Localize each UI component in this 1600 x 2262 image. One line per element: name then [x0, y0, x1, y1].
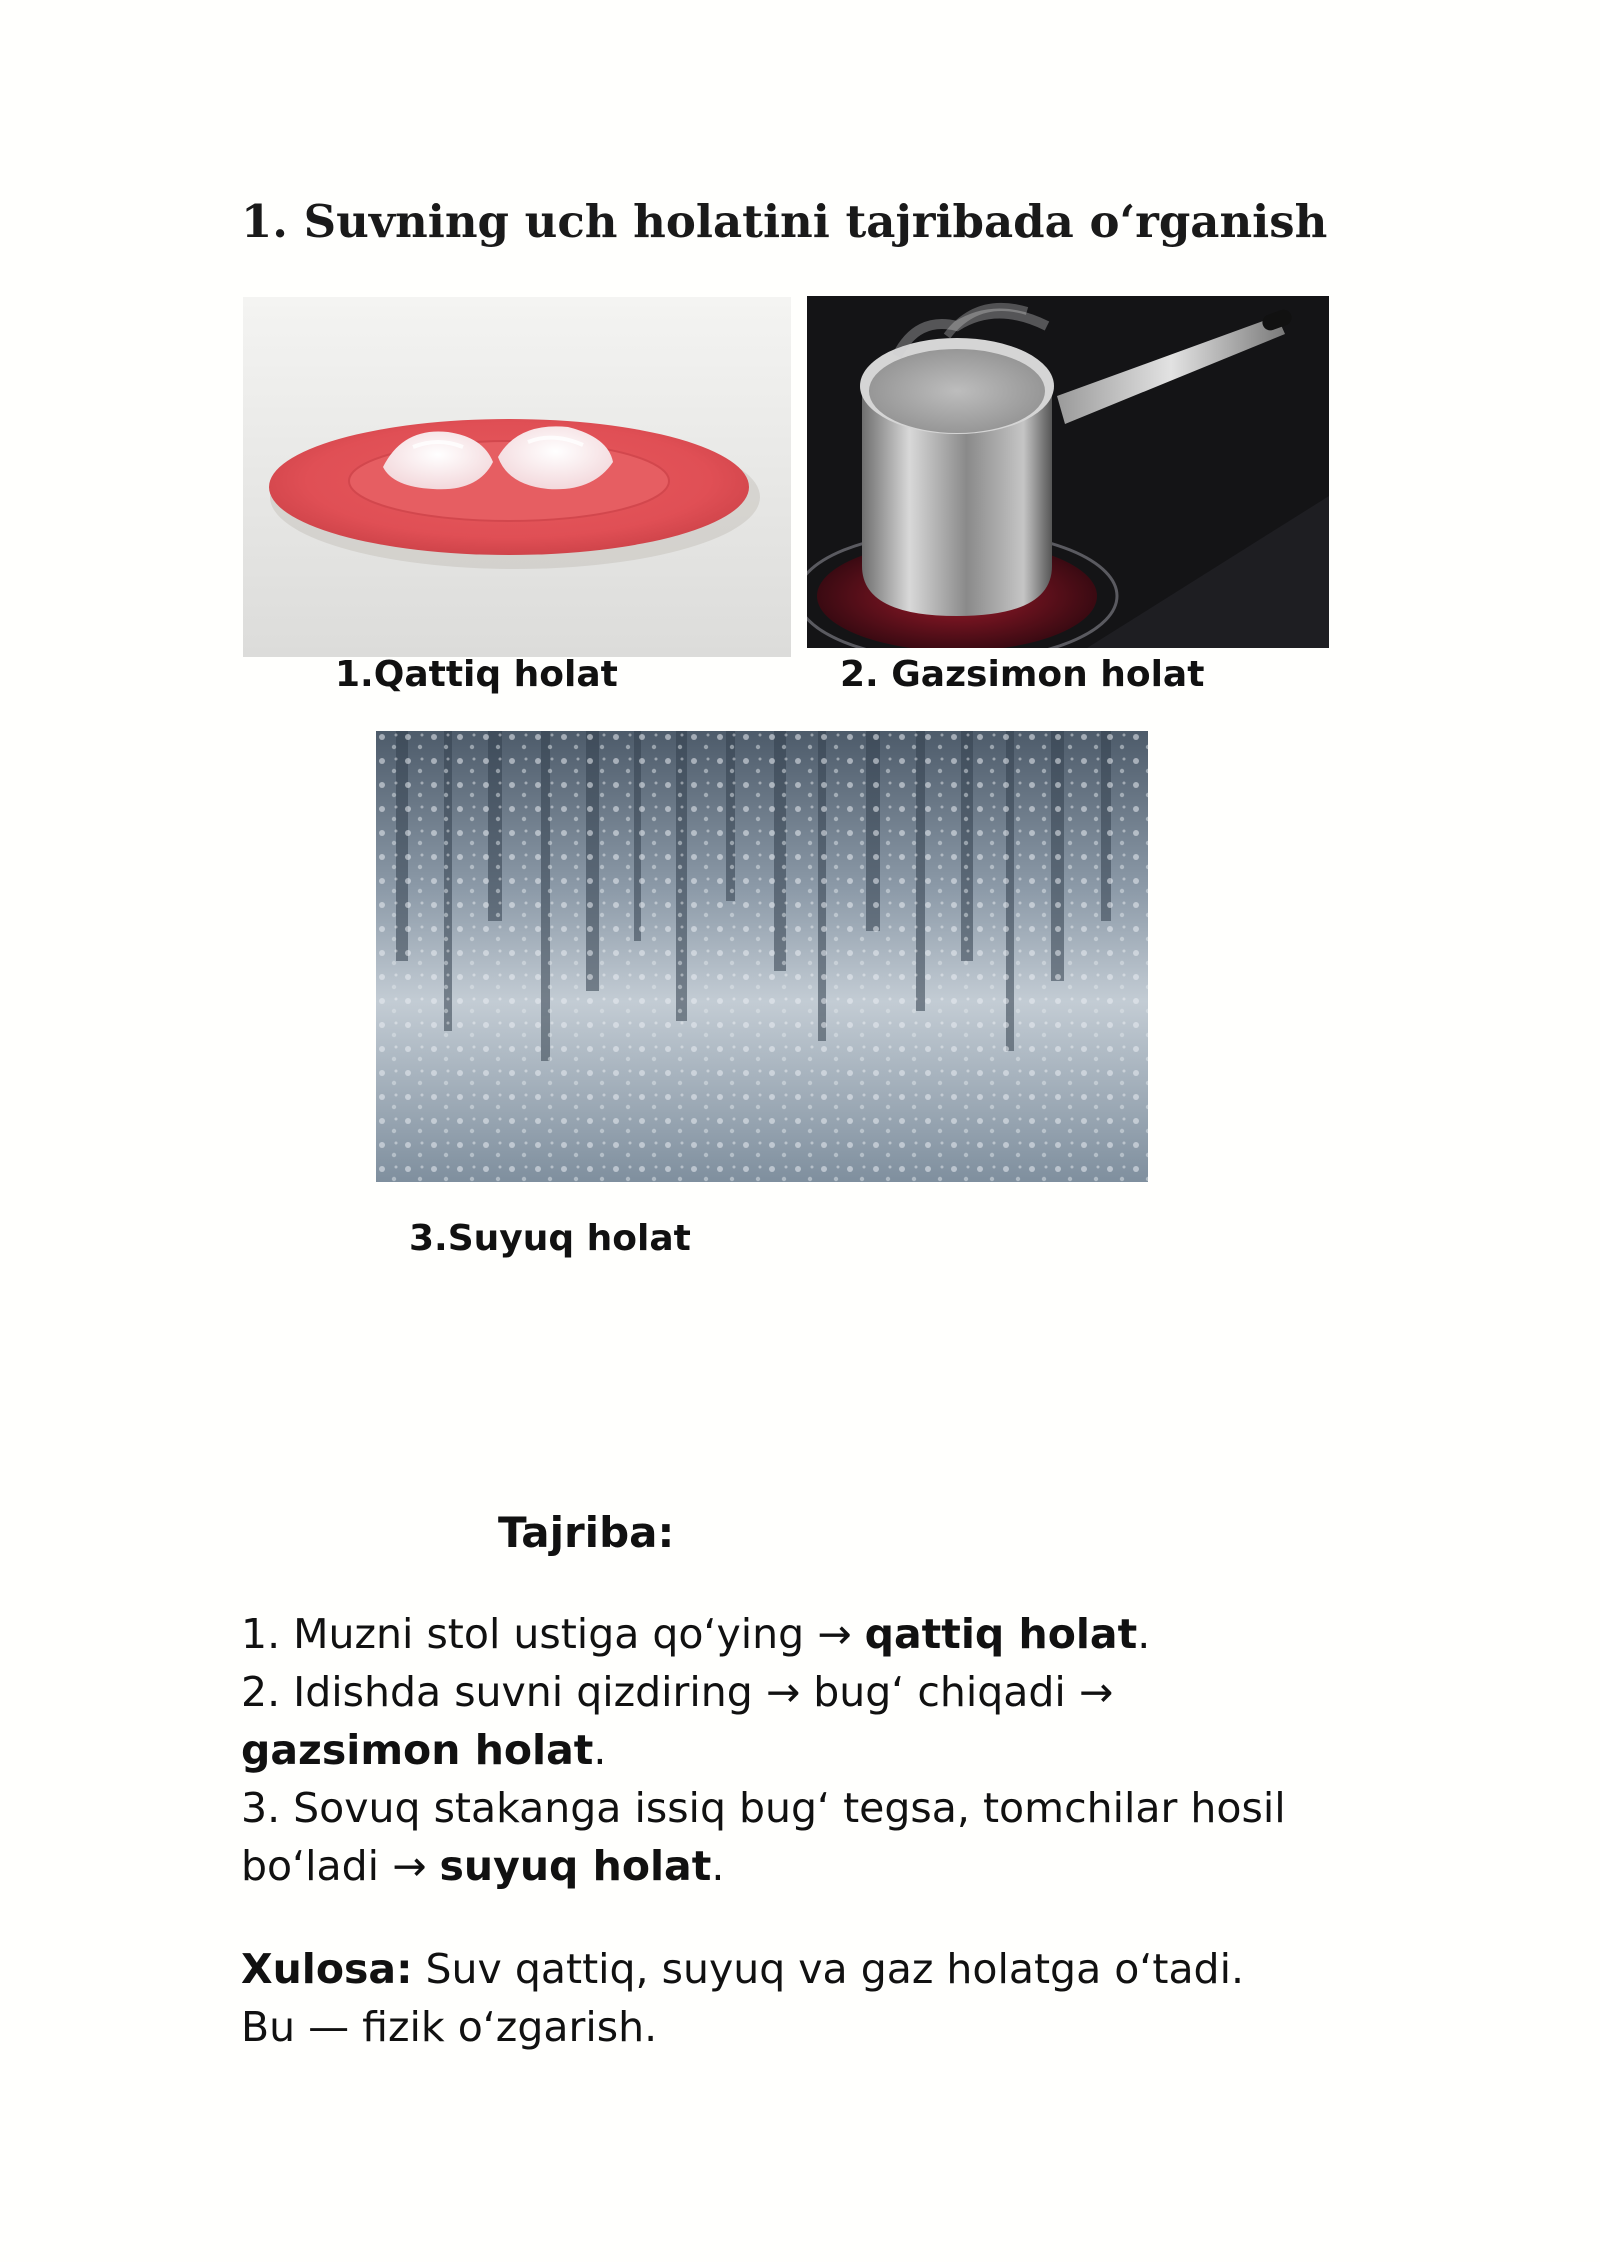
figure-caption: 2. Gazsimon holat: [840, 654, 1205, 695]
step-item: [241, 1779, 1311, 1895]
page-title: 1. Suvning uch holatini tajribada o‘rganish: [241, 195, 1328, 248]
experiment-heading: Tajriba:: [498, 1508, 675, 1557]
ice-plate-image: [243, 297, 791, 657]
step-text: 3. Sovuq stakanga issiq bug‘ tegsa, tomchilar hosil bo‘ladi →: [241, 1784, 1286, 1890]
figure-caption: 1.Qattiq holat: [335, 654, 618, 695]
step-emphasis: qattiq holat: [864, 1610, 1138, 1658]
step-emphasis: suyuq holat: [439, 1842, 712, 1890]
experiment-steps: [241, 1605, 1311, 1895]
figure-caption: 3.Suyuq holat: [409, 1218, 691, 1259]
step-end: .: [593, 1726, 607, 1774]
steaming-pot-image: [807, 296, 1329, 648]
step-end: .: [1137, 1610, 1151, 1658]
ice-on-plate-photo: [243, 297, 791, 657]
step-emphasis: gazsimon holat: [241, 1726, 594, 1774]
conclusion: [241, 1940, 1311, 2056]
conclusion-label: Xulosa:: [241, 1945, 413, 1993]
step-item: [241, 1663, 1311, 1779]
step-text: 1. Muzni stol ustiga qo‘ying →: [241, 1610, 865, 1658]
steaming-pot-photo: [807, 296, 1329, 648]
step-item: [241, 1605, 1311, 1663]
conclusion-text: Suv qattiq, suyuq va gaz holatga o‘tadi. Bu — fizik o‘zgarish.: [241, 1945, 1245, 2051]
step-text: 2. Idishda suvni qizdiring → bug‘ chiqadi →: [241, 1668, 1114, 1716]
step-end: .: [711, 1842, 725, 1890]
condensation-glass-photo: [376, 731, 1148, 1182]
condensation-image: [376, 731, 1148, 1182]
